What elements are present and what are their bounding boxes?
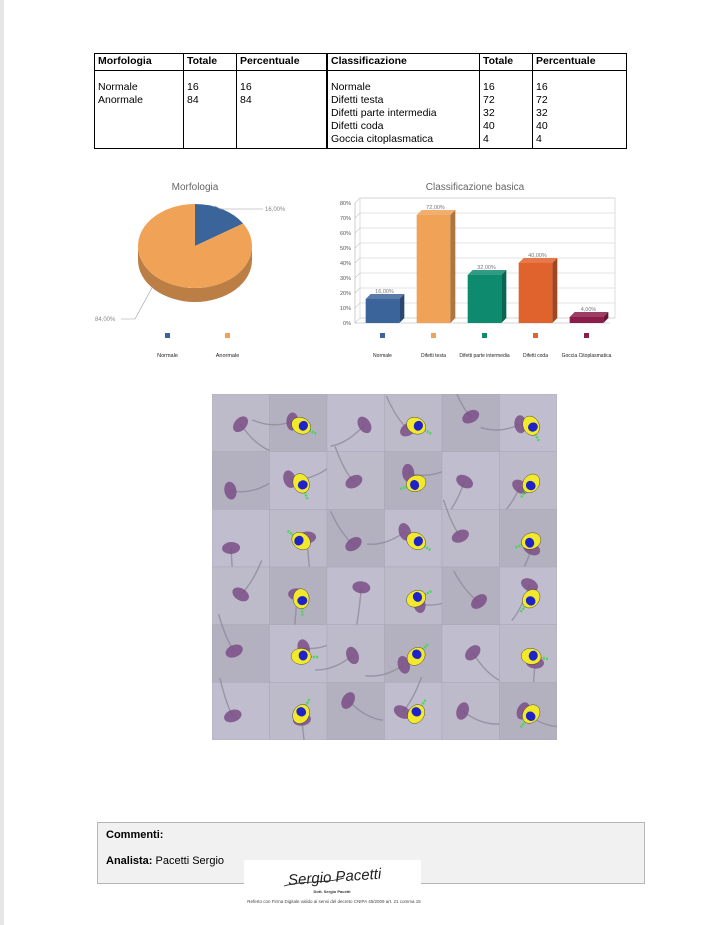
bar-data-label: 32,00%: [477, 265, 496, 271]
legend-swatch: [482, 333, 487, 338]
header-percentuale: Percentuale: [533, 54, 627, 71]
y-tick-label: 0%: [343, 321, 351, 327]
pie-leader-line: [215, 206, 263, 209]
doctor-name: Dott. Sergio Pacetti: [313, 889, 351, 894]
y-tick-label: 70%: [339, 216, 351, 222]
table-row-empty: [95, 107, 327, 120]
table-row: [328, 94, 627, 107]
page-edge: [0, 0, 4, 925]
micro-tile: [442, 625, 501, 683]
micro-tile: [270, 567, 328, 634]
y-tick-label: 20%: [339, 291, 351, 297]
table-row: [95, 71, 327, 95]
table-row: [95, 94, 327, 107]
table-row: [328, 133, 627, 149]
micro-tile: [327, 446, 385, 509]
legend-label: Difetti coda: [522, 353, 549, 359]
bar-difetti-coda: [519, 258, 558, 323]
cell-label: Difetti parte intermedia: [328, 107, 480, 120]
bar-chart-title: Classificazione basica: [425, 182, 525, 193]
pie-data-label: 84,00%: [95, 317, 116, 323]
cell-label: Normale: [328, 71, 480, 95]
table-row-empty: [95, 133, 327, 149]
signature-text: Sergio Pacetti: [287, 865, 382, 890]
cell-total: 84: [184, 94, 237, 107]
legend-swatch: [431, 333, 436, 338]
bar-difetti-testa: [417, 210, 456, 323]
bar-data-label: 40,00%: [528, 253, 547, 259]
y-tick-label: 10%: [339, 306, 351, 312]
micro-tile: [500, 567, 558, 625]
legend-swatch: [533, 333, 538, 338]
legend-label: Normale: [373, 353, 392, 359]
micro-tile: [327, 567, 385, 627]
cell-total: 32: [480, 107, 533, 120]
bar-normale: [366, 294, 405, 323]
cell-percent: 4: [533, 133, 627, 149]
header-percentuale: Percentuale: [237, 54, 327, 71]
table-row: [328, 107, 627, 120]
header-classificazione: Classificazione: [328, 54, 480, 71]
cell-percent: 32: [533, 107, 627, 120]
legend-label: Anormale: [215, 353, 240, 359]
bar-difetti-parte-intermedia: [468, 270, 507, 323]
legend-swatch: [380, 333, 385, 338]
y-tick-label: 50%: [339, 246, 351, 252]
micro-tile: [442, 452, 500, 517]
cell-percent: 72: [533, 94, 627, 107]
micro-tile: [327, 509, 385, 567]
cell-percent: 40: [533, 120, 627, 133]
y-tick-label: 80%: [339, 201, 351, 207]
cell-label: Anormale: [95, 94, 184, 107]
micro-tile: [500, 682, 558, 740]
micro-tile: [327, 394, 385, 452]
y-tick-label: 30%: [339, 276, 351, 282]
header-totale: Totale: [480, 54, 533, 71]
digital-signature-note: Referto con Firma Digitale valido ai sensi del decreto CNIPA 45/2009 art. 21 comma 15: [247, 899, 421, 904]
legend-swatch: [165, 333, 170, 338]
micro-tile: [385, 394, 443, 452]
micro-tile: [385, 452, 449, 510]
micro-tile: [212, 678, 270, 740]
signature-graphic: [244, 860, 421, 896]
bar-data-label: 72,00%: [426, 205, 445, 211]
cell-percent: 16: [237, 71, 327, 95]
sperm-micrograph: [212, 394, 557, 740]
bar-data-label: 4,00%: [580, 307, 597, 313]
cell-total: 16: [480, 71, 533, 95]
cell-total: 4: [480, 133, 533, 149]
pie-leader-line: [121, 286, 153, 319]
micro-tile: [270, 682, 328, 740]
legend-swatch: [584, 333, 589, 338]
header-morfologia: Morfologia: [95, 54, 184, 71]
table-row: [328, 71, 627, 95]
micro-tile: [442, 682, 500, 740]
legend-swatch: [225, 333, 230, 338]
micro-tile: [212, 452, 270, 510]
bar-goccia-citoplasmatica: [570, 312, 609, 323]
comments-label: Commenti:: [106, 829, 164, 841]
analyst-label: Analista:: [106, 855, 153, 867]
cell-percent: 84: [237, 94, 327, 107]
header-totale: Totale: [184, 54, 237, 71]
micro-tile: [496, 452, 557, 519]
cell-total: 16: [184, 71, 237, 95]
cell-label: Goccia citoplasmatica: [328, 133, 480, 149]
legend-label: Difetti parte intermedia: [459, 353, 510, 359]
micro-tile: [442, 500, 500, 567]
pie-chart-title: Morfologia: [171, 182, 219, 193]
y-tick-label: 40%: [339, 261, 351, 267]
cell-total: 40: [480, 120, 533, 133]
cell-percent: 16: [533, 71, 627, 95]
table-row: [328, 120, 627, 133]
micro-tile: [212, 614, 270, 682]
micro-tile: [327, 682, 385, 740]
cell-total: 72: [480, 94, 533, 107]
bar-data-label: 16,00%: [375, 289, 394, 295]
micro-tile: [385, 677, 443, 740]
legend-label: Goccia Citoplasmatica: [561, 353, 612, 359]
legend-label: Difetti testa: [420, 353, 447, 359]
cell-label: Difetti coda: [328, 120, 480, 133]
bar-chart: [330, 196, 630, 366]
signature: [244, 860, 421, 896]
table-row-empty: [95, 120, 327, 133]
micro-tile: [270, 452, 328, 510]
micro-tile: [442, 567, 500, 625]
pie-chart: [90, 196, 310, 366]
micro-tile: [212, 560, 270, 624]
cell-label: Normale: [95, 71, 184, 95]
y-tick-label: 60%: [339, 231, 351, 237]
micro-tile: [442, 394, 500, 452]
pie-data-label: 16,00%: [265, 207, 286, 213]
classification-table: [327, 53, 627, 149]
cell-label: Difetti testa: [328, 94, 480, 107]
analyst-name: Pacetti Sergio: [155, 855, 225, 867]
legend-label: Normale: [157, 353, 178, 359]
morphology-table: [94, 53, 327, 149]
